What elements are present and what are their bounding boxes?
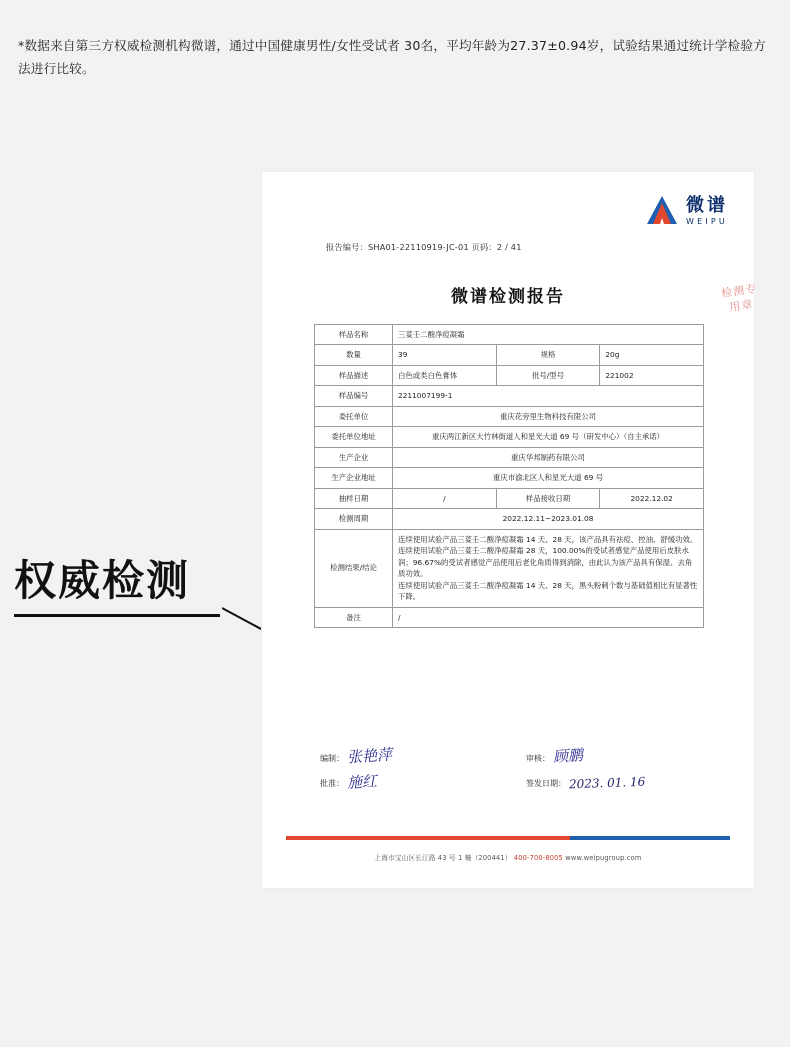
issue-date-value: 2023. 01. 16 [568,774,646,792]
table-row [315,607,704,627]
row-label: 委托单位 [315,406,393,426]
row-label: 样品编号 [315,386,393,406]
approver-label: 审核： [526,753,550,763]
table-row [315,406,704,426]
row-value: 三荽壬二酸净痘凝霜 [393,325,704,345]
row-label-2: 样品接收日期 [496,488,600,508]
signature-row-editor [320,745,720,767]
row-value: 重庆市渝北区人和星光大道 69 号 [393,468,704,488]
row-label: 样品名称 [315,325,393,345]
disclaimer-text: *数据来自第三方权威检测机构微谱，通过中国健康男性/女性受试者 30名，平均年龄为27.37±0.94岁，试验结果通过统计学检验方法进行比较。 [18,38,766,77]
weipu-logo-cn: 微谱 [685,194,728,216]
conclusion-label: 检测结果/结论 [315,529,393,607]
conclusion-value [393,529,704,607]
row-value: 39 [393,345,497,365]
row-value-2: 20g [600,345,704,365]
signature-block [320,745,720,801]
footer-bar-red [286,836,570,840]
table-row [315,447,704,467]
authority-badge-underline [14,614,220,617]
row-label: 数量 [315,345,393,365]
footer-address: 上海市宝山区长江路 43 号 1 幢（200441） [374,854,512,862]
conclusion-paragraph: 连续使用试验产品三荽壬二酸净痘凝霜 28 天，100.00%的受试者感觉产品使用后皮肤水润；96.67%的受试者感觉产品使用后老化角质得到消除，由此认为该产品具有保湿、去角质功效。 [398,546,693,579]
row-label-2: 批号/型号 [496,365,600,385]
row-value: 2211007199-1 [393,386,704,406]
row-label: 生产企业地址 [315,468,393,488]
footer-phone: 400-700-8005 [513,854,563,862]
footer-color-bar [286,836,730,840]
row-value: 重庆花旁里生物科技有限公司 [393,406,704,426]
table-row [315,509,704,529]
row-value: 2022.12.11~2023.01.08 [393,509,704,529]
table-row [315,427,704,447]
row-label: 检测周期 [315,509,393,529]
row-label: 委托单位地址 [315,427,393,447]
conclusion-paragraph: 连续使用试验产品三荽壬二酸净痘凝霜 14 天、28 天，黑头粉刺个数与基础值相比有显著性下降。 [398,580,698,602]
editor-signature: 张艳萍 [346,745,393,767]
table-row [315,325,704,345]
table-row [315,386,704,406]
official-stamp: 检测专用章 [720,282,758,314]
footer-contact [262,852,754,862]
weipu-logo-en: WEIPU [685,216,728,226]
table-row [315,345,704,365]
authority-badge-label: 权威检测 [14,556,191,605]
row-label: 生产企业 [315,447,393,467]
report-number: 报告编号：SHA01-22110919-JC-01 页码：2 / 41 [326,242,522,252]
row-value: 白色或类白色膏体 [393,365,497,385]
approver-signature: 顾鹏 [552,745,584,767]
table-row [315,468,704,488]
row-value: / [393,488,497,508]
report-title: 微谱检测报告 [451,287,565,307]
report-table [314,324,704,628]
signature-row-authorizer [320,771,720,792]
editor-label: 编制： [320,753,344,763]
table-row [315,365,704,385]
remark-label: 备注 [315,607,393,627]
footer-site: www.weipugroup.com [565,854,642,862]
row-value: 重庆两江新区大竹林街道人和星光大道 69 号（研发中心）（自主承诺） [393,427,704,447]
report-sheet [262,172,758,888]
footer-bar-blue [570,836,730,840]
authorizer-label: 批准： [320,779,344,788]
weipu-logo-icon [645,194,679,228]
authorizer-signature: 施红 [346,771,378,792]
issue-date-label: 签发日期： [526,779,566,788]
row-value: 重庆华邦制药有限公司 [393,447,704,467]
weipu-logo [645,194,728,228]
row-value-2: 2022.12.02 [600,488,704,508]
row-label: 抽样日期 [315,488,393,508]
conclusion-paragraph: 连续使用试验产品三荽壬二酸净痘凝霜 14 天、28 天，该产品具有祛痘、控油、舒缓功效。 [398,534,698,544]
table-row-conclusion [315,529,704,607]
remark-value: / [393,607,704,627]
row-label: 样品描述 [315,365,393,385]
table-row [315,488,704,508]
row-label-2: 规格 [496,345,600,365]
row-value-2: 221002 [600,365,704,385]
